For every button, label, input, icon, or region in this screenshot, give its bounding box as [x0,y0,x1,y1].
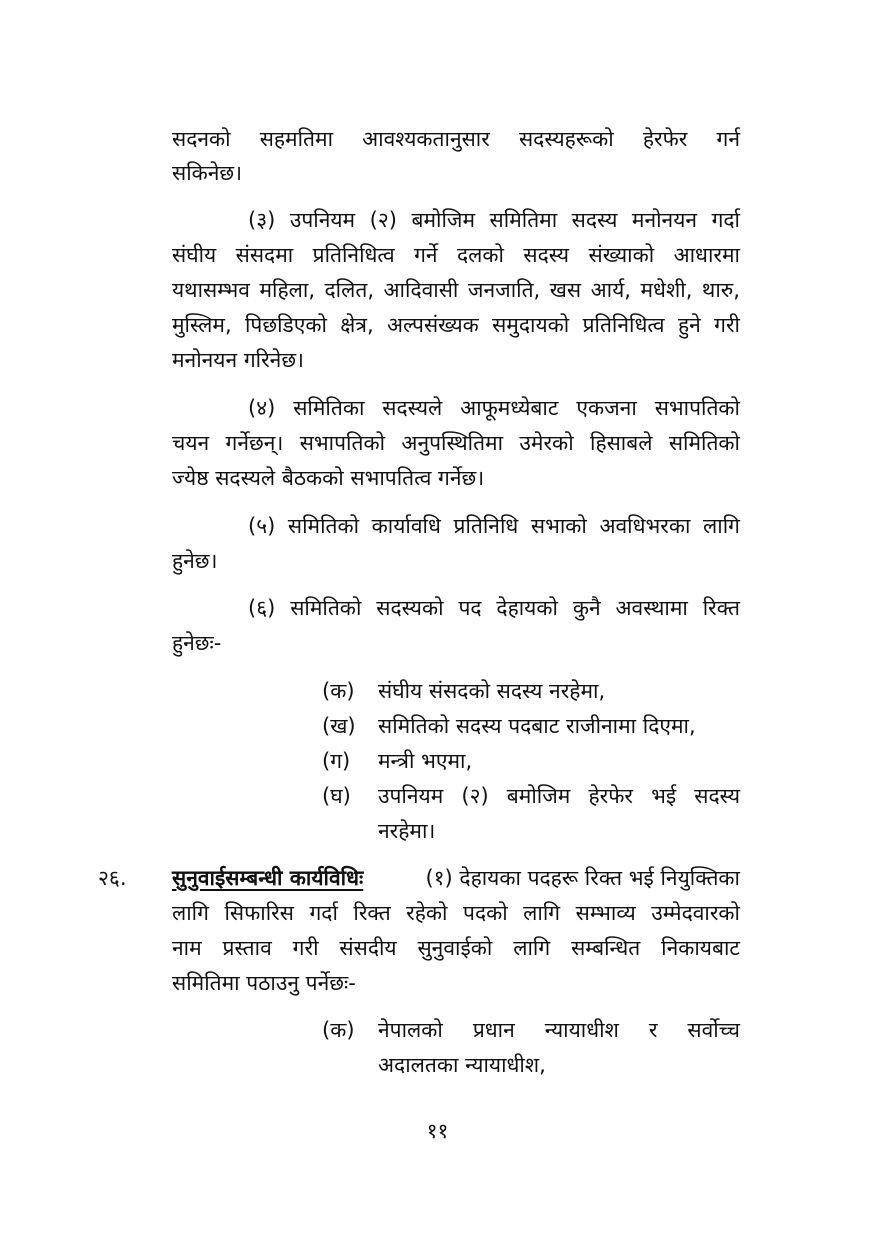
section-title: सुनुवाईसम्बन्धी कार्यविधिः [172,866,364,890]
list-item-marker: (ग) [322,749,351,773]
subrule-3-line: मनोनयन गरिनेछ। [172,348,305,372]
list-item-text: समितिको सदस्य पदबाट राजीनामा दिएमा, [378,714,696,738]
list-item-marker: (ख) [322,714,356,738]
paragraph-line: सदनको सहमतिमा आवश्यकतानुसार सदस्यहरूको हेरफेर गर्न [172,127,740,151]
subrule-5-line: हुनेछ। [172,549,218,573]
list-item-text: नेपालको प्रधान न्यायाधीश र सर्वोच्च [378,1018,740,1042]
paragraph-line: सकिनेछ। [172,161,243,185]
subrule-6-line: हुनेछः- [172,631,222,655]
section-line: लागि सिफारिस गर्दा रिक्त रहेको पदको लागि सम्भाव्य उम्मेदवारको [172,901,740,925]
subrule-3-line: यथासम्भव महिला, दलित, आदिवासी जनजाति, खस आर्य, मधेशी, थारु, [172,278,740,302]
subrule-3-line: संघीय संसदमा प्रतिनिधित्व गर्ने दलको सदस्य संख्याको आधारमा [172,243,740,267]
subrule-6-line: (६) समितिको सदस्यको पद देहायको कुनै अवस्थामा रिक्त [248,596,740,620]
section-number: २६. [98,866,127,890]
section-first-line [172,863,740,893]
list-item-text: नरहेमा। [378,819,436,843]
subrule-4-line: ज्येष्ठ सदस्यले बैठकको सभापतित्व गर्नेछ। [172,466,485,490]
subrule-5-line: (५) समितिको कार्यावधि प्रतिनिधि सभाको अवधिभरका लागि [248,514,740,538]
list-item-text: मन्त्री भएमा, [378,749,473,773]
list-item-marker: (घ) [322,784,351,808]
list-item-marker: (क) [322,1018,355,1042]
subrule-4-line: चयन गर्नेछन्। सभापतिको अनुपस्थितिमा उमेरको हिसाबले समितिको [172,431,740,455]
page-number: ११ [426,1119,449,1143]
section-first-line-rest: (१) देहायका पदहरू रिक्त भई नियुक्तिका [425,866,740,890]
subrule-3-line: (३) उपनियम (२) बमोजिम समितिमा सदस्य मनोनयन गर्दा [248,208,740,232]
list-item-text: संघीय संसदको सदस्य नरहेमा, [378,679,606,703]
section-line: नाम प्रस्ताव गरी संसदीय सुनुवाईको लागि सम्बन्धित निकायबाट [172,936,740,960]
section-line: समितिमा पठाउनु पर्नेछः- [172,971,356,995]
subrule-3-line: मुस्लिम, पिछडिएको क्षेत्र, अल्पसंख्यक समुदायको प्रतिनिधित्व हुने गरी [172,313,740,337]
list-item-text: उपनियम (२) बमोजिम हेरफेर भई सदस्य [378,784,740,808]
list-item-marker: (क) [322,679,355,703]
list-item-text: अदालतका न्यायाधीश, [378,1053,546,1077]
subrule-4-line: (४) समितिका सदस्यले आफूमध्येबाट एकजना सभापतिको [248,396,740,420]
